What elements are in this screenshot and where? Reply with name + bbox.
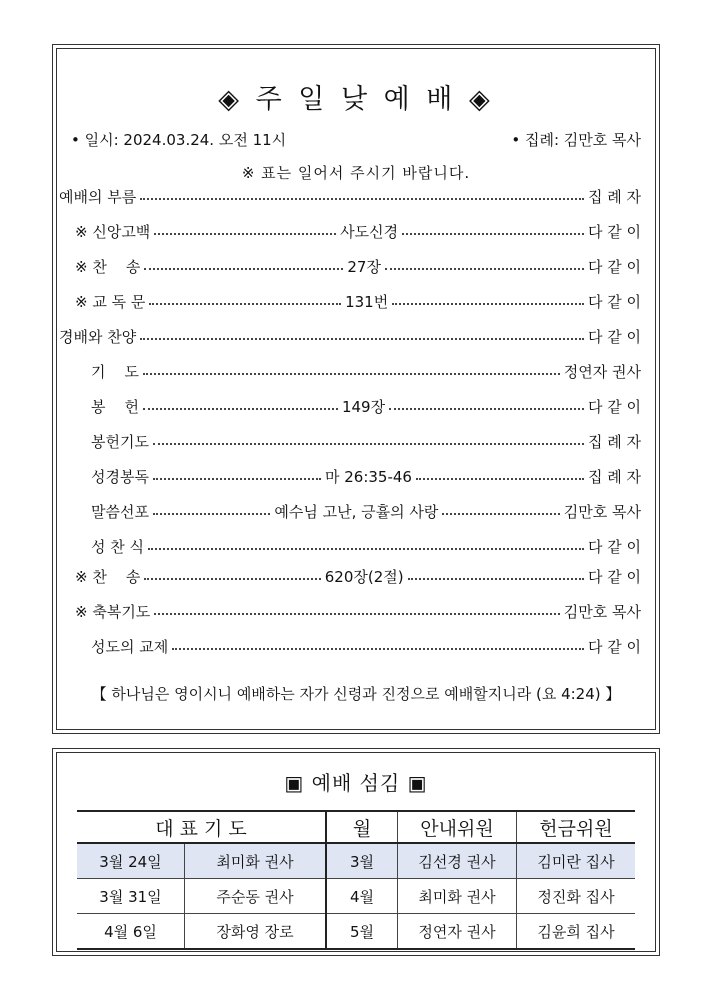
order-detail: 149장 xyxy=(341,398,386,416)
order-item xyxy=(53,431,659,453)
order-leader: 다 같 이 xyxy=(587,223,641,241)
header-offering: 헌금위원 xyxy=(517,811,636,843)
order-detail: 131번 xyxy=(345,293,389,311)
order-label: ※ 찬 송 xyxy=(75,568,141,586)
order-leader: 다 같 이 xyxy=(587,293,641,311)
order-label: 성 찬 식 xyxy=(91,538,145,556)
order-leader: 다 같 이 xyxy=(587,398,641,416)
roster-header-row xyxy=(77,811,635,843)
order-item xyxy=(53,536,659,558)
leader-dots xyxy=(143,361,560,375)
order-item xyxy=(53,291,659,313)
order-detail: 마 26:35-46 xyxy=(324,468,412,486)
leader-dots xyxy=(154,601,559,615)
leader-dots xyxy=(389,396,584,410)
table-row xyxy=(77,879,635,914)
order-label: 경배와 찬양 xyxy=(59,328,137,346)
order-item xyxy=(53,396,659,418)
order-item xyxy=(53,186,659,208)
order-label: ※ 교 독 문 xyxy=(75,293,146,311)
leader-dots xyxy=(154,221,336,235)
row-guide: 김선경 권사 xyxy=(398,843,517,879)
order-leader: 집 례 자 xyxy=(587,188,641,206)
table-row xyxy=(77,843,635,879)
order-leader: 김만호 목사 xyxy=(563,503,641,521)
order-label: 봉 헌 xyxy=(91,398,140,416)
leader-dots xyxy=(143,396,338,410)
leader-dots xyxy=(416,466,584,480)
order-leader: 다 같 이 xyxy=(587,538,641,556)
order-label: 봉헌기도 xyxy=(91,433,149,451)
leader-dots xyxy=(392,291,584,305)
roster-table xyxy=(77,810,635,950)
standing-note: ※ 표는 일어서 주시기 바랍니다. xyxy=(241,164,471,182)
order-label: 말씀선포 xyxy=(91,503,149,521)
row-prayer: 장화영 장로 xyxy=(185,914,327,950)
leader-dots xyxy=(148,536,584,550)
page-title: ◈ 주 일 낮 예 배 ◈ xyxy=(218,84,494,115)
order-item xyxy=(53,501,659,523)
row-date: 4월 6일 xyxy=(77,914,185,950)
row-guide: 최미화 권사 xyxy=(398,879,517,914)
leader-dots xyxy=(402,221,584,235)
row-month: 4월 xyxy=(326,879,398,914)
service-datetime: • 일시: 2024.03.24. 오전 11시 xyxy=(71,131,287,149)
order-item xyxy=(53,256,659,278)
order-label: 성도의 교제 xyxy=(91,638,169,656)
leader-dots xyxy=(408,566,584,580)
leader-dots xyxy=(153,466,321,480)
leader-dots xyxy=(144,566,320,580)
leader-dots xyxy=(149,291,341,305)
order-item xyxy=(53,221,659,243)
leader-dots xyxy=(172,636,584,650)
row-prayer: 최미화 권사 xyxy=(185,843,327,879)
order-label: ※ 축복기도 xyxy=(75,603,151,621)
header-month: 월 xyxy=(326,811,398,843)
header-guide: 안내위원 xyxy=(398,811,517,843)
row-date: 3월 31일 xyxy=(77,879,185,914)
order-label: ※ 찬 송 xyxy=(75,258,141,276)
order-leader: 집 례 자 xyxy=(587,433,641,451)
row-prayer: 주순동 권사 xyxy=(185,879,327,914)
service-leader: • 집례: 김만호 목사 xyxy=(511,131,641,149)
row-guide: 정연자 권사 xyxy=(398,914,517,950)
order-item xyxy=(53,466,659,488)
scripture-verse: 【 하나님은 영이시니 예배하는 자가 신령과 진정으로 예배할지니라 (요 4:24) 】 xyxy=(91,685,621,703)
row-offering: 김윤희 집사 xyxy=(517,914,636,950)
leader-dots xyxy=(385,256,584,270)
leader-dots xyxy=(442,501,559,515)
order-leader: 다 같 이 xyxy=(587,258,641,276)
leader-dots xyxy=(144,256,343,270)
order-item xyxy=(53,566,659,588)
order-label: 예배의 부름 xyxy=(59,188,137,206)
leader-dots xyxy=(153,501,270,515)
row-offering: 정진화 집사 xyxy=(517,879,636,914)
worship-order-panel xyxy=(52,44,660,734)
order-leader: 정연자 권사 xyxy=(563,363,641,381)
header-prayer: 대 표 기 도 xyxy=(77,811,326,843)
order-label: ※ 신앙고백 xyxy=(75,223,151,241)
order-detail: 620장(2절) xyxy=(324,568,404,586)
order-leader: 다 같 이 xyxy=(587,568,641,586)
leader-dots xyxy=(153,431,584,445)
order-leader: 집 례 자 xyxy=(587,468,641,486)
order-item xyxy=(53,361,659,383)
order-item xyxy=(53,326,659,348)
row-date: 3월 24일 xyxy=(77,843,185,879)
order-item xyxy=(53,636,659,658)
service-roster-panel xyxy=(52,748,660,956)
order-item xyxy=(53,601,659,623)
row-month: 5월 xyxy=(326,914,398,950)
row-month: 3월 xyxy=(326,843,398,879)
roster-title: ▣ 예배 섬김 ▣ xyxy=(284,771,428,795)
table-row xyxy=(77,914,635,950)
order-leader: 김만호 목사 xyxy=(563,603,641,621)
leader-dots xyxy=(140,326,584,340)
order-leader: 다 같 이 xyxy=(587,638,641,656)
order-detail: 사도신경 xyxy=(340,223,399,241)
order-label: 성경봉독 xyxy=(91,468,149,486)
order-detail: 27장 xyxy=(347,258,381,276)
order-leader: 다 같 이 xyxy=(587,328,641,346)
order-detail: 예수님 고난, 긍휼의 사랑 xyxy=(274,503,439,521)
row-offering: 김미란 집사 xyxy=(517,843,636,879)
order-label: 기 도 xyxy=(91,363,140,381)
leader-dots xyxy=(140,186,584,200)
